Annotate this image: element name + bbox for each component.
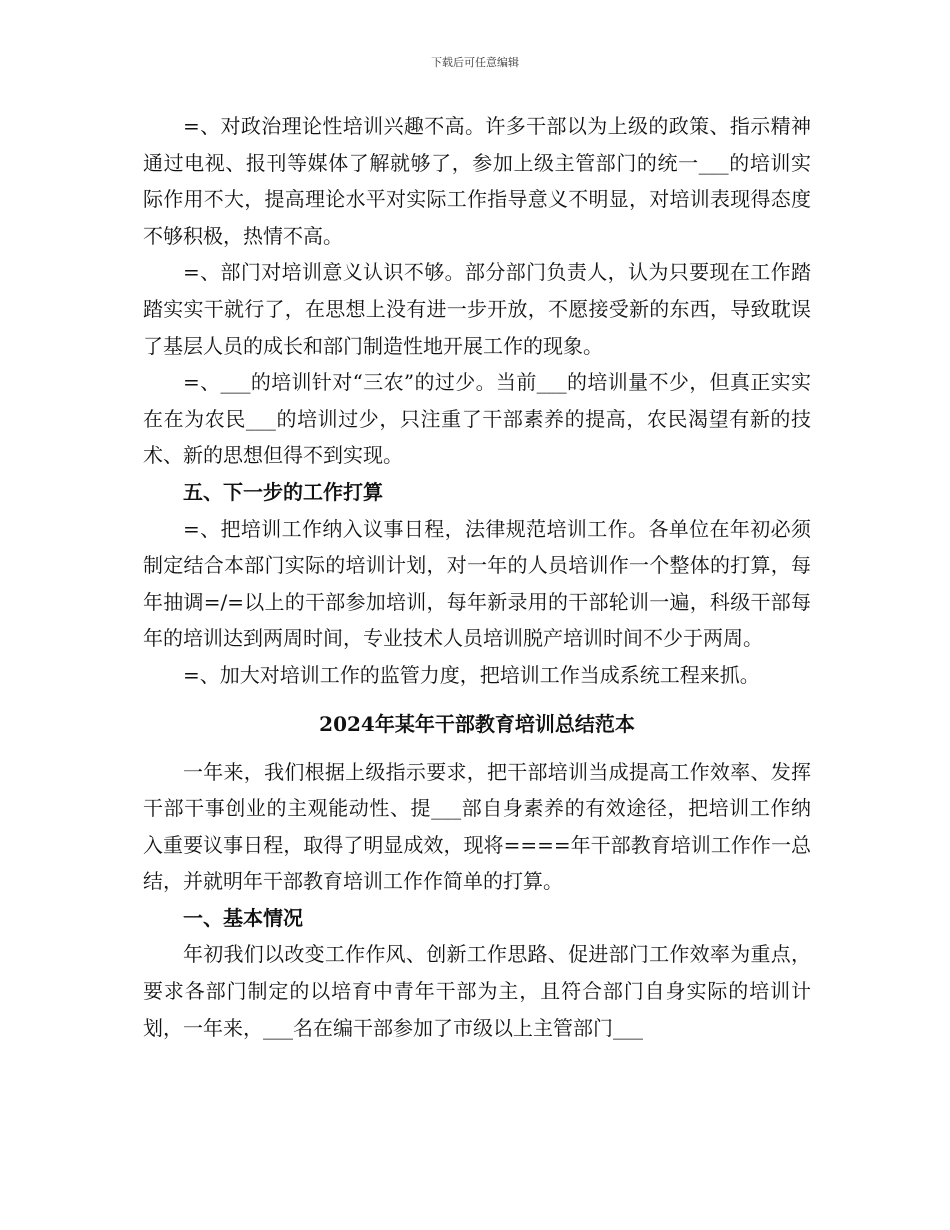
document-title: 2024年某年干部教育培训总结范本 [319, 711, 635, 736]
paragraph-supervision: =、加大对培训工作的监管力度，把培训工作当成系统工程来抓。 [183, 662, 760, 687]
paragraph-training-schedule: =、把培训工作纳入议事日程，法律规范培训工作。各单位在年初必须制定结合本部门实际的培训计划，对一年的人员培训作一个整体的打算，每年抽调=/=以上的干部参加培训，每年新录用的干部轮训一遍，科级干部每年的培训达到两周时间，专业技术人员培训脱产培训时间不少于两周。 [143, 516, 811, 651]
page-header-note: 下载后可任意编辑 [431, 56, 519, 69]
paragraph-basic-situation: 年初我们以改变工作作风、创新工作思路、促进部门工作效率为重点，要求各部门制定的以培育中青年干部为主，且符合部门自身实际的培训计划，一年来，___名在编干部参加了市级以上主管部门___ [143, 942, 811, 1040]
section-heading-basic-situation: 一、基本情况 [183, 905, 303, 930]
paragraph-department-awareness: =、部门对培训意义认识不够。部分部门负责人，认为只要现在工作踏踏实实干就行了，在思想上没有进一步开放，不愿接受新的东西，导致耽误了基层人员的成长和部门制造性地开展工作的现象。 [143, 260, 811, 358]
paragraph-rural-training: =、___的培训针对“三农”的过少。当前___的培训量不少，但真正实实在在为农民___的培训过少，只注重了干部素养的提高，农民渴望有新的技术、新的思想但得不到实现。 [143, 370, 811, 468]
paragraph-intro: 一年来，我们根据上级指示要求，把干部培训当成提高工作效率、发挥干部干事创业的主观能动性、提___部自身素养的有效途径，把培训工作纳入重要议事日程，取得了明显成效，现将====年干部教育培训工作作一总结，并就明年干部教育培训工作作简单的打算。 [143, 759, 811, 894]
paragraph-political-training: =、对政治理论性培训兴趣不高。许多干部以为上级的政策、指示精神通过电视、报刊等媒体了解就够了，参加上级主管部门的统一___的培训实际作用不大，提高理论水平对实际工作指导意义不明显，对培训表现得态度不够积极，热情不高。 [143, 114, 811, 248]
section-heading-next-steps: 五、下一步的工作打算 [183, 479, 383, 504]
document-body [143, 108, 811, 1046]
